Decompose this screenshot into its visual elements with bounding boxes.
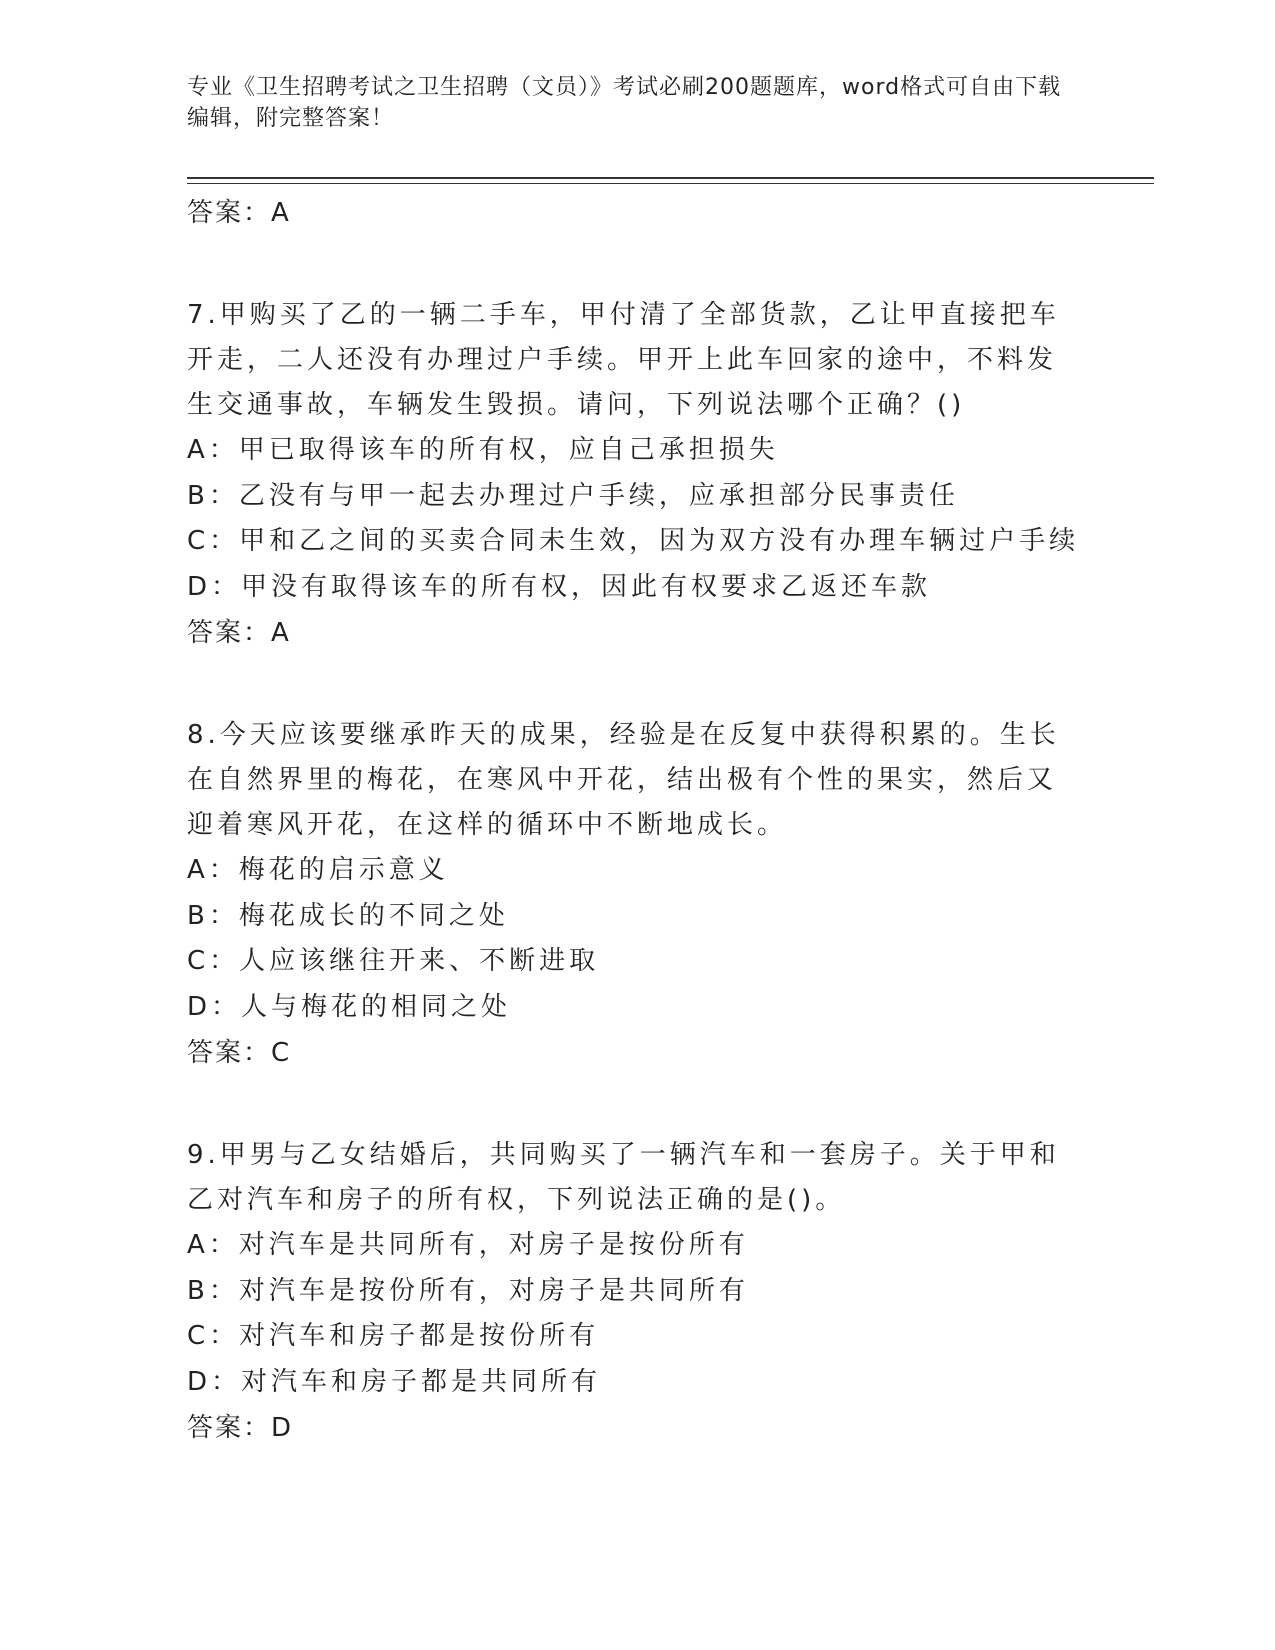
option-d: D：人与梅花的相同之处: [187, 991, 512, 1022]
question-8: [187, 713, 1067, 1076]
header-divider-thin: [187, 183, 1154, 184]
option-d: D：对汽车和房子都是共同所有: [187, 1366, 602, 1397]
option-c: C：甲和乙之间的买卖合同未生效，因为双方没有办理车辆过户手续: [187, 526, 1080, 556]
option-b: B：梅花成长的不同之处: [187, 900, 509, 931]
option-c: C：人应该继往开来、不断进取: [187, 946, 600, 976]
option-a: A：甲已取得该车的所有权，应自己承担损失: [187, 435, 779, 465]
option-a: A：梅花的启示意义: [187, 855, 449, 885]
option-b: B：乙没有与甲一起去办理过户手续，应承担部分民事责任: [187, 480, 959, 511]
header-divider-thick: [187, 177, 1154, 179]
document-header: 专业《卫生招聘考试之卫生招聘（文员）》考试必刷200题题库，word格式可自由下载编辑，附完整答案！: [187, 75, 1062, 131]
question-7: [187, 293, 1080, 656]
question-text: 8.今天应该要继承昨天的成果，经验是在反复中获得积累的。生长在自然界里的梅花，在寒风中开花，结出极有个性的果实，然后又迎着寒风开花，在这样的循环中不断地成长。: [187, 720, 1060, 840]
question-text: 9.甲男与乙女结婚后，共同购买了一辆汽车和一套房子。关于甲和乙对汽车和房子的所有权，下列说法正确的是()。: [187, 1140, 1060, 1215]
question-text: 7.甲购买了乙的一辆二手车，甲付清了全部货款，乙让甲直接把车开走，二人还没有办理过户手续。甲开上此车回家的途中，不料发生交通事故，车辆发生毁损。请问，下列说法哪个正确？(): [187, 300, 1060, 420]
option-d: D：甲没有取得该车的所有权，因此有权要求乙返还车款: [187, 571, 932, 602]
option-b: B：对汽车是按份所有，对房子是共同所有: [187, 1275, 749, 1306]
spacer: [187, 236, 1067, 293]
spacer: [187, 656, 1067, 713]
answer-label: 答案：A: [187, 618, 291, 648]
answer-label: 答案：D: [187, 1413, 294, 1443]
question-9: [187, 1133, 1067, 1451]
answer-label: 答案：A: [187, 198, 291, 228]
option-c: C：对汽车和房子都是按份所有: [187, 1321, 600, 1351]
answer-label: 答案：C: [187, 1038, 292, 1068]
option-a: A：对汽车是共同所有，对房子是按份所有: [187, 1230, 749, 1260]
spacer: [187, 1076, 1067, 1133]
question-list: [187, 190, 1080, 1451]
